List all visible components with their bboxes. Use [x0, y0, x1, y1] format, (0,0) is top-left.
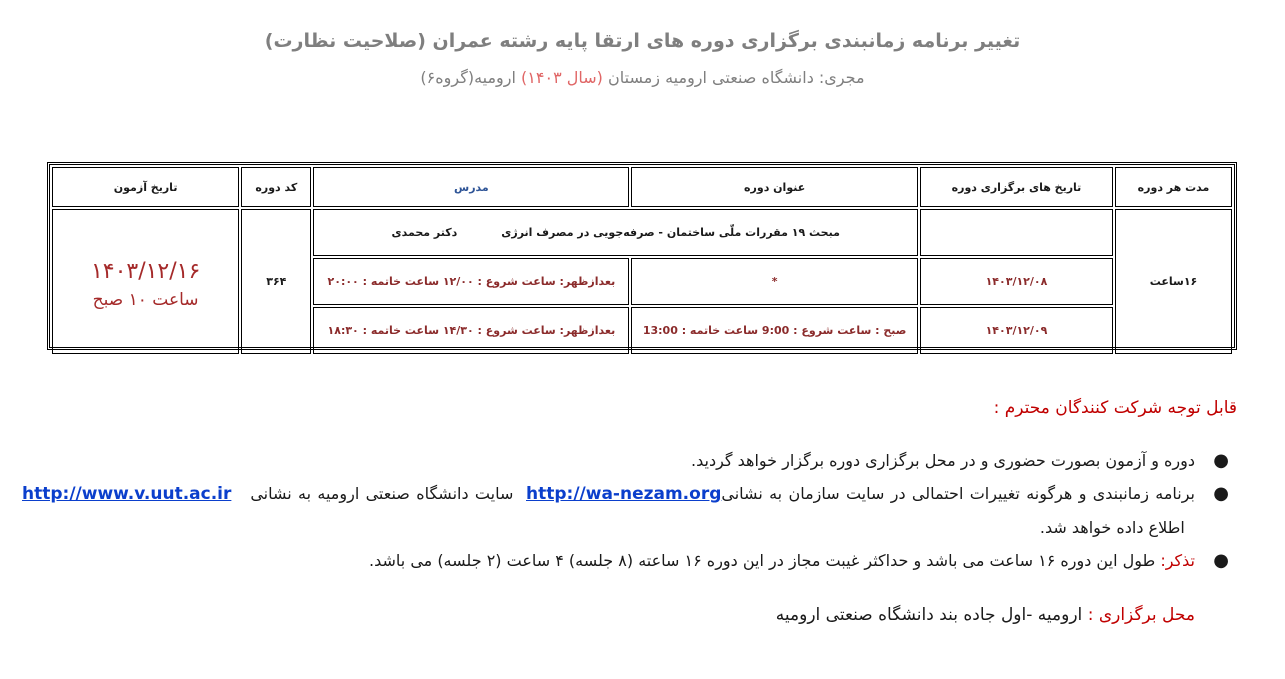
header-dates: تاریخ های برگزاری دوره: [920, 167, 1113, 207]
note-text: برنامه زمانبندی و هرگونه تغییرات احتمالی در سایت سازمان به نشانی: [721, 484, 1196, 503]
note-text: طول این دوره ۱۶ ساعت می باشد و حداکثر غیبت مجاز در این دوره ۱۶ ساعته (۸ جلسه) ۴ ساعت (۲ جلسه) می باشد.: [369, 551, 1156, 570]
subtitle-year: (سال ۱۴۰۳): [521, 68, 603, 87]
list-item: [22, 477, 1237, 544]
venue: [776, 605, 1195, 625]
exam-time: ساعت ۱۰ صبح: [92, 289, 199, 310]
session-afternoon: بعدازظهر: ساعت شروع : ۱۴/۳۰ ساعت خاتمه : ۱۸:۳۰: [313, 307, 629, 354]
cell-exam: [52, 209, 239, 354]
course-title: مبحث ۱۹ مقررات ملّی ساختمان - صرفه‌جویی در مصرف انرژی: [501, 226, 840, 239]
cell-date-empty: [920, 209, 1113, 256]
university-link[interactable]: http://www.v.uut.ac.ir: [22, 484, 232, 504]
session-date: ۱۴۰۳/۱۲/۰۹: [920, 307, 1113, 354]
cell-duration: ۱۶ساعت: [1115, 209, 1232, 354]
venue-label: محل برگزاری :: [1087, 605, 1195, 625]
course-instructor: دکتر محمدی: [391, 226, 458, 239]
bullet-icon: ●: [1213, 550, 1229, 571]
subtitle-suffix: ارومیه(گروه۶): [420, 68, 516, 87]
note-label: تذکر:: [1160, 551, 1195, 570]
organization-link[interactable]: http://wa-nezam.org: [526, 484, 722, 504]
header-course-title: عنوان دوره: [631, 167, 918, 207]
subtitle-prefix: مجری: دانشگاه صنعتی ارومیه زمستان: [607, 68, 865, 87]
header-duration: مدت هر دوره: [1115, 167, 1232, 207]
page-subtitle: [0, 68, 1285, 87]
table-row: [52, 209, 1232, 256]
cell-course-title: [313, 209, 918, 256]
table-header-row: [52, 167, 1232, 207]
schedule-table: [47, 162, 1237, 350]
header-code: کد دوره: [241, 167, 311, 207]
header-exam-date: تاریخ آزمون: [52, 167, 239, 207]
list-item: [22, 444, 1237, 477]
list-item: [22, 544, 1237, 577]
session-afternoon: بعدازظهر: ساعت شروع : ۱۲/۰۰ ساعت خاتمه : ۲۰:۰۰: [313, 258, 629, 305]
header-instructor: مدرس: [313, 167, 629, 207]
note-text: سایت دانشگاه صنعتی ارومیه به نشانی: [250, 484, 514, 503]
venue-text: ارومیه -اول جاده بند دانشگاه صنعتی ارومیه: [775, 605, 1083, 625]
notice-heading: قابل توجه شرکت کنندگان محترم :: [993, 398, 1237, 418]
exam-date: ۱۴۰۳/۱۲/۱۶: [90, 258, 201, 284]
session-morning: *: [631, 258, 918, 305]
cell-code: ۳۶۴: [241, 209, 311, 354]
page-title: تغییر برنامه زمانبندی برگزاری دوره های ارتقا پایه رشته عمران (صلاحیت نظارت): [264, 30, 1021, 52]
bullet-icon: ●: [1213, 450, 1229, 471]
session-date: ۱۴۰۳/۱۲/۰۸: [920, 258, 1113, 305]
note-text: اطلاع داده خواهد شد.: [1039, 518, 1185, 537]
session-morning: صبح : ساعت شروع : 9:00 ساعت خاتمه : 13:00: [631, 307, 918, 354]
note-text: دوره و آزمون بصورت حضوری و در محل برگزاری دوره برگزار خواهد گردید.: [691, 451, 1195, 470]
notes-list: [22, 444, 1237, 577]
bullet-icon: ●: [1213, 483, 1229, 504]
